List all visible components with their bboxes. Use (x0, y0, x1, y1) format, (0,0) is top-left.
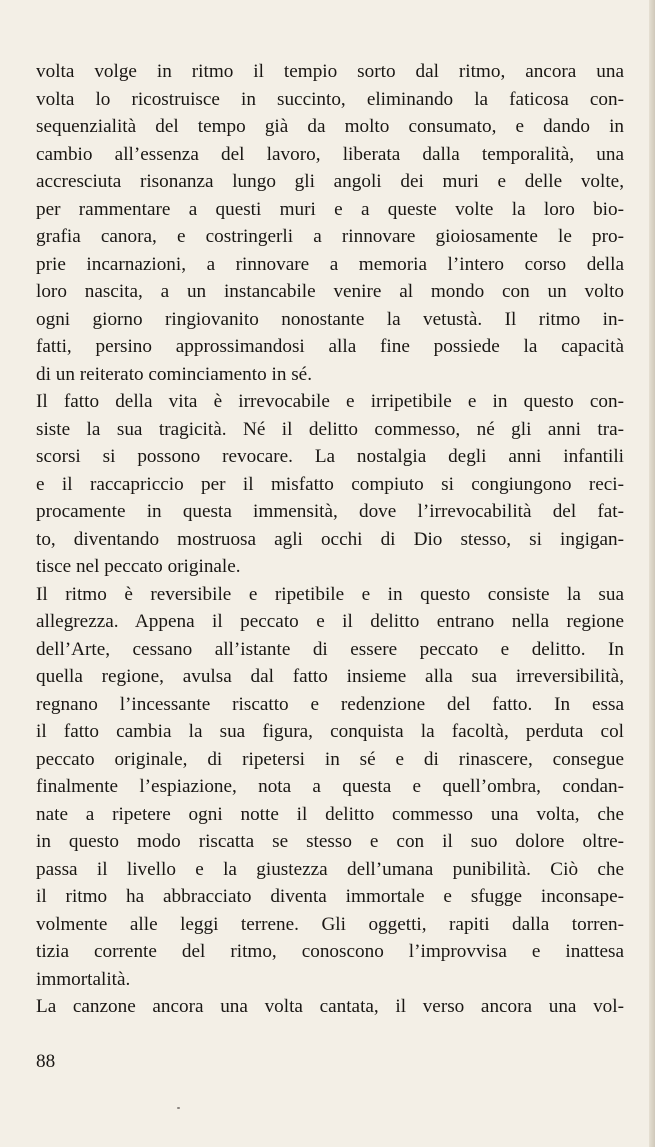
text-line: accresciuta risonanza lungo gli angoli dei muri e delle volte, (36, 171, 624, 192)
page-number: 88 (36, 1051, 56, 1072)
text-line: volmente alle leggi terrene. Gli oggetti, rapiti dalla torren- (36, 913, 624, 935)
text-line: peccato originale, di ripetersi in sé e di rinascere, consegue (36, 748, 624, 770)
text-line: siste la sua tragicità. Né il delitto commesso, né gli anni tra- (36, 418, 624, 440)
text-line: passa il livello e la giustezza dell’umana punibilità. Ciò che (36, 858, 624, 880)
text-line: il ritmo ha abbracciato diventa immortale e sfugge inconsape- (36, 886, 624, 907)
text-line: loro nascita, a un instancabile venire al mondo con un volto (36, 281, 624, 302)
text-line: prie incarnazioni, a rinnovare a memoria l’intero corso della (36, 253, 624, 275)
text-line: Il ritmo è reversibile e ripetibile e in questo consiste la sua (36, 583, 624, 605)
page-edge-shadow (649, 0, 655, 1147)
text-line: tisce nel peccato originale. (36, 556, 241, 577)
text-line: scorsi si possono revocare. La nostalgia degli anni infantili (36, 446, 624, 467)
text-line: grafia canora, e costringerli a rinnovare gioiosamente le pro- (36, 226, 624, 247)
text-line: to, diventando mostruosa agli occhi di Dio stesso, si ingigan- (36, 528, 624, 550)
text-line: volta lo ricostruisce in succinto, eliminando la faticosa con- (36, 88, 624, 110)
text-line: quella regione, avulsa dal fatto insieme alla sua irreversibilità, (36, 666, 624, 687)
print-speck (177, 1107, 180, 1109)
text-line: nate a ripetere ogni notte il delitto commesso una volta, che (36, 803, 624, 825)
text-line: dell’Arte, cessano all’istante di essere peccato e delitto. In (36, 638, 624, 660)
text-line: sequenzialità del tempo già da molto consumato, e dando in (36, 116, 624, 137)
text-line: in questo modo riscatta se stesso e con il suo dolore oltre- (36, 831, 624, 852)
text-line: fatti, persino approssimandosi alla fine possiede la capacità (36, 336, 624, 357)
text-line: tizia corrente del ritmo, conoscono l’improvvisa e inattesa (36, 941, 624, 962)
text-line: immortalità. (36, 968, 131, 990)
text-line: Il fatto della vita è irrevocabile e irripetibile e in questo con- (36, 391, 624, 412)
text-line: il fatto cambia la sua figura, conquista la facoltà, perduta col (36, 721, 624, 742)
text-line: finalmente l’espiazione, nota a questa e quell’ombra, condan- (36, 776, 624, 797)
text-line: regnano l’incessante riscatto e redenzione del fatto. In essa (36, 693, 624, 715)
text-line: e il raccapriccio per il misfatto compiuto si congiungono reci- (36, 473, 624, 495)
text-line: allegrezza. Appena il peccato e il delitto entrano nella regione (36, 611, 624, 632)
text-line: di un reiterato cominciamento in sé. (36, 363, 312, 385)
text-line: cambio all’essenza del lavoro, liberata dalla temporalità, una (36, 143, 624, 165)
text-line: La canzone ancora una volta cantata, il verso ancora una vol- (36, 996, 624, 1017)
body-text (36, 58, 624, 1021)
text-line: ogni giorno ringiovanito nonostante la vetustà. Il ritmo in- (36, 308, 624, 330)
text-line: procamente in questa immensità, dove l’irrevocabilità del fat- (36, 501, 624, 522)
text-line: per rammentare a questi muri e a queste volte la loro bio- (36, 198, 624, 220)
text-line: volta volge in ritmo il tempio sorto dal ritmo, ancora una (36, 61, 624, 82)
